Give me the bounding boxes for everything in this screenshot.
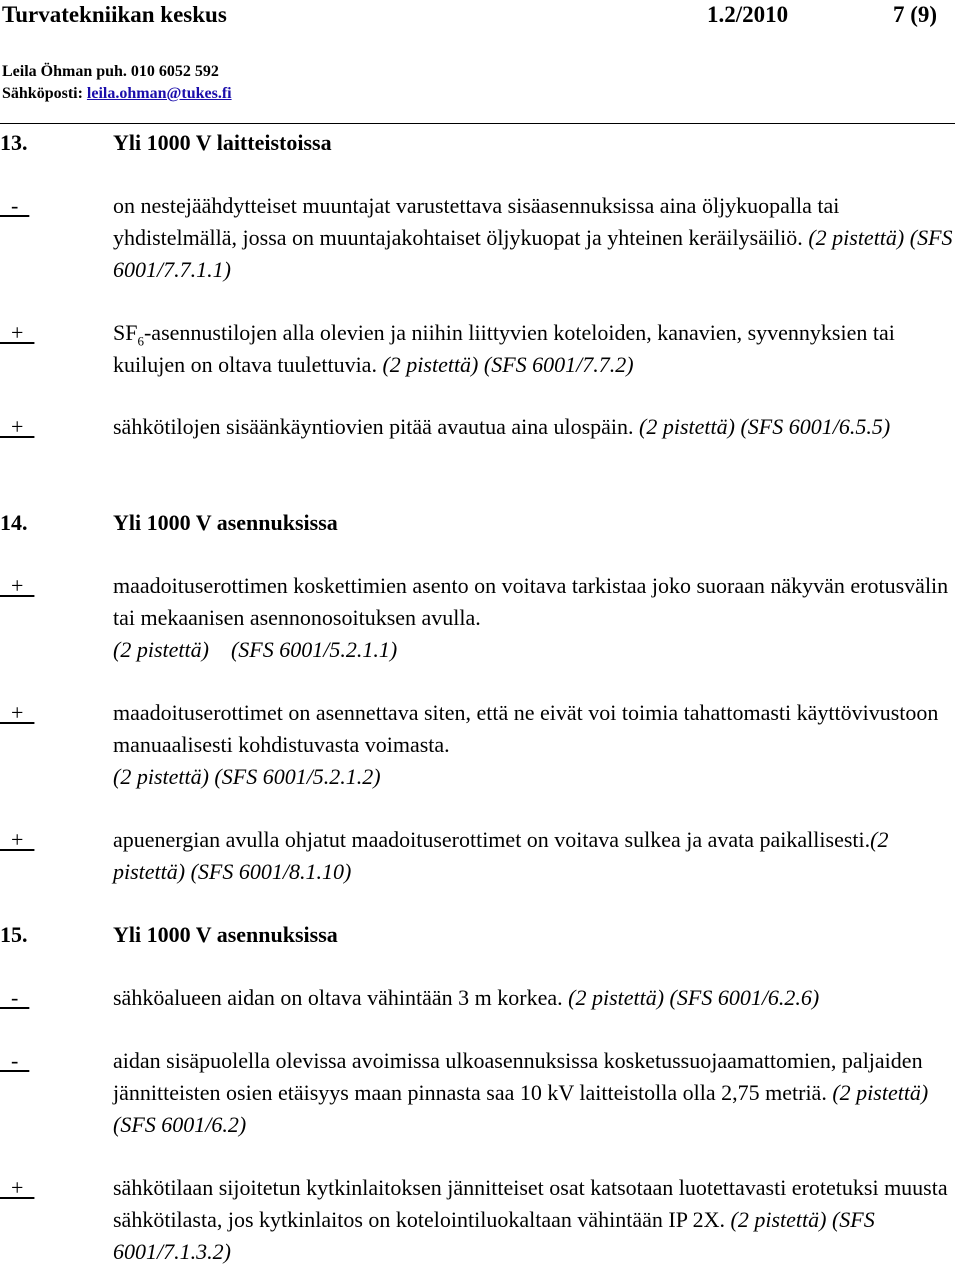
subscript: 6: [137, 333, 144, 349]
item-mark: +: [0, 573, 35, 598]
item-mark: +: [0, 320, 35, 345]
list-item: [0, 317, 958, 381]
section-heading: [0, 506, 958, 540]
item-mark: +: [0, 414, 35, 439]
item-reference: (2 pistettä): [113, 637, 209, 662]
item-reference: (2 pistettä) (SFS 6001/7.1.3.2): [113, 1207, 875, 1264]
item-reference: (2 pistettä) (SFS 6001/7.7.1.1): [113, 225, 953, 282]
contact-phone: Leila Öhman puh. 010 6052 592: [2, 63, 219, 80]
item-mark: -: [0, 193, 30, 218]
item-mark: -: [0, 1048, 30, 1073]
list-item: [0, 824, 958, 888]
item-text: aidan sisäpuolella olevissa avoimissa ulkoasennuksissa kosketussuojaamattomien, paljaiden jännitteisten osien etäisyys maan pinnasta saa 10 kV laitteistolla olla 2,75 metriä. (2 pistettä) (SFS 6001/6.2): [113, 1048, 929, 1137]
list-item: [0, 411, 958, 443]
section-title: Yli 1000 V asennuksissa: [113, 922, 338, 947]
page-number: 7 (9): [893, 2, 938, 27]
list-item: [0, 570, 958, 666]
section-number: 15.: [0, 922, 28, 947]
email-link[interactable]: leila.ohman@tukes.fi: [86, 85, 232, 102]
item-mark: +: [0, 1175, 35, 1200]
section-title: Yli 1000 V asennuksissa: [113, 510, 338, 535]
item-reference: (2 pistettä) (SFS 6001/7.7.2): [382, 352, 634, 377]
item-text: $SF_6$-asennustilojen alla olevien ja niihin liittyvien koteloiden, kanavien, syvennyksien tai kuilujen on oltava tuulettuvia. (2 pistettä) (SFS 6001/7.7.2): [113, 320, 895, 377]
item-text: sähkötilojen sisäänkäyntiovien pitää avautua aina ulospäin. (2 pistettä) (SFS 6001/6.5.5): [113, 414, 891, 439]
section-heading: [0, 918, 958, 952]
item-reference: (2 pistettä) (SFS 6001/5.2.1.2): [113, 764, 381, 789]
item-reference: (2 pistettä) (SFS 6001/6.2.6): [568, 985, 820, 1010]
section-title: Yli 1000 V laitteistoissa: [113, 130, 332, 155]
item-mark: +: [0, 827, 35, 852]
item-text: apuenergian avulla ohjatut maadoituserottimet on voitava sulkea ja avata paikallisesti.(2 pistettä) (SFS 6001/8.1.10): [113, 827, 889, 884]
section-heading: [0, 126, 958, 160]
item-text: maadoituserottimet on asennettava siten, että ne eivät voi toimia tahattomasti käyttövivustoon manuaalisesti kohdistuvasta voimasta. (2 pistettä) (SFS 6001/5.2.1.2): [113, 700, 939, 789]
item-mark: +: [0, 700, 35, 725]
section-number: 13.: [0, 130, 28, 155]
item-reference: (2 pistettä) (SFS 6001/8.1.10): [113, 827, 889, 884]
item-text: sähköalueen aidan on oltava vähintään 3 m korkea. (2 pistettä) (SFS 6001/6.2.6): [113, 985, 820, 1010]
list-item: [0, 982, 958, 1014]
item-text: on nestejäähdytteiset muuntajat varustettava sisäasennuksissa aina öljykuopalla tai yhdistelmällä, jossa on muuntajakohtaiset öljykuopat ja yhteinen keräilysäiliö. (2 pistettä) (SFS 6001/7.7.1.1): [113, 193, 953, 282]
item-reference: (2 pistettä) (SFS 6001/6.2): [113, 1080, 929, 1137]
document-body: [0, 126, 958, 1268]
section-number: 14.: [0, 510, 28, 535]
item-mark: -: [0, 985, 30, 1010]
organization-name: Turvatekniikan keskus: [2, 2, 227, 27]
list-item: [0, 1172, 958, 1268]
list-item: [0, 697, 958, 793]
contact-email-row: [2, 85, 232, 103]
list-item: [0, 1045, 958, 1141]
item-reference: (SFS 6001/5.2.1.1): [230, 637, 398, 662]
item-text: maadoituserottimen koskettimien asento on voitava tarkistaa joko suoraan näkyvän erotusvälin tai mekaanisen asennonosoituksen avulla. (2 pistettä) (SFS 6001/5.2.1.1): [113, 573, 949, 662]
item-text: sähkötilaan sijoitetun kytkinlaitoksen jännitteiset osat katsotaan luotettavasti erotetuksi muusta sähkötilasta, jos kytkinlaitos on kotelointiluokaltaan vähintään IP 2X. (2 pistettä) (SFS 6001/7.1.3.2): [113, 1175, 948, 1264]
document-version: 1.2/2010: [707, 2, 789, 27]
header-divider: [0, 123, 955, 124]
list-item: [0, 190, 958, 286]
item-reference: (2 pistettä) (SFS 6001/6.5.5): [639, 414, 891, 439]
email-label: Sähköposti:: [2, 85, 87, 102]
